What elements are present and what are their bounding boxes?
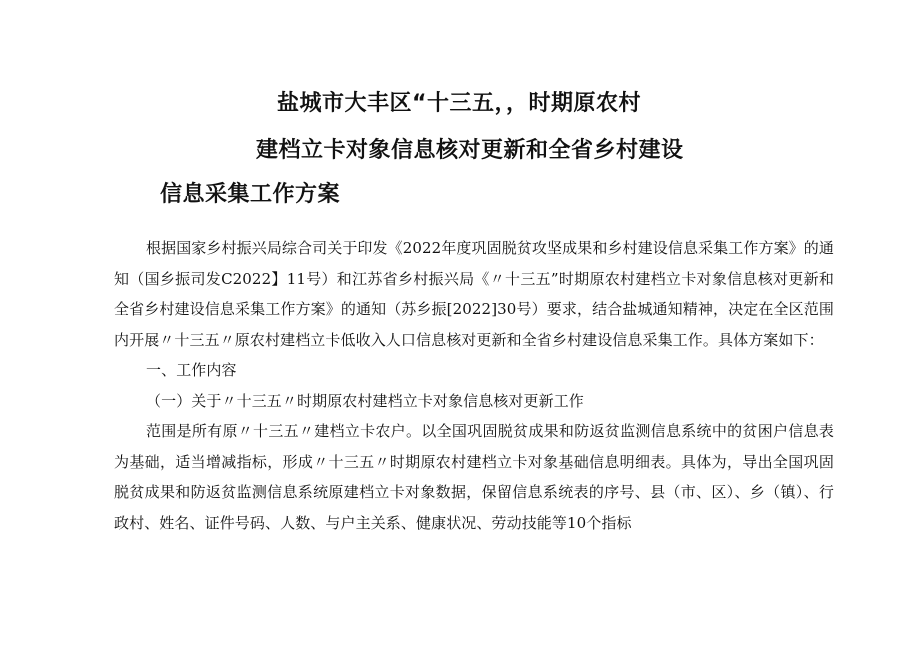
document-body: [114, 233, 834, 538]
section-heading-work-content: 一、工作内容: [146, 361, 237, 379]
intro-paragraph: 根据国家乡村振兴局综合司关于印发《2022年度巩固脱贫攻坚成果和乡村建设信息采集工作方案》的通知（国乡振司发C2022】11号）和江苏省乡村振兴局《〃十三五”时期原农村建档立卡对象信息核对更新和全省乡村建设信息采集工作方案》的通知（苏乡振[2022]30号）要求，结合盐城通知精神，决定在全区范围内开展〃十三五〃原农村建档立卡低收入人口信息核对更新和全省乡村建设信息采集工作。具体方案如下：: [114, 239, 834, 349]
document-title-line-1: 盐城市大丰区“十三五，，时期原农村: [277, 91, 641, 116]
subsection-heading-1: （一）关于〃十三五〃时期原农村建档立卡对象信息核对更新工作: [146, 391, 584, 410]
scope-paragraph: 范围是所有原〃十三五〃建档立卡农户。以全国巩固脱贫成果和防返贫监测信息系统中的贫困户信息表为基础，适当增减指标，形成〃十三五〃时期原农村建档立卡对象基础信息明细表。具体为，导出全国巩固脱贫成果和防返贫监测信息系统原建档立卡对象数据，保留信息系统表的序号、县（市、区）、乡（镇）、行政村、姓名、证件号码、人数、与户主关系、健康状况、劳动技能等10个指标: [114, 422, 834, 532]
document-title-line-2: 建档立卡对象信息核对更新和全省乡村建设: [256, 138, 684, 163]
document-title-line-3: 信息采集工作方案: [160, 182, 341, 207]
